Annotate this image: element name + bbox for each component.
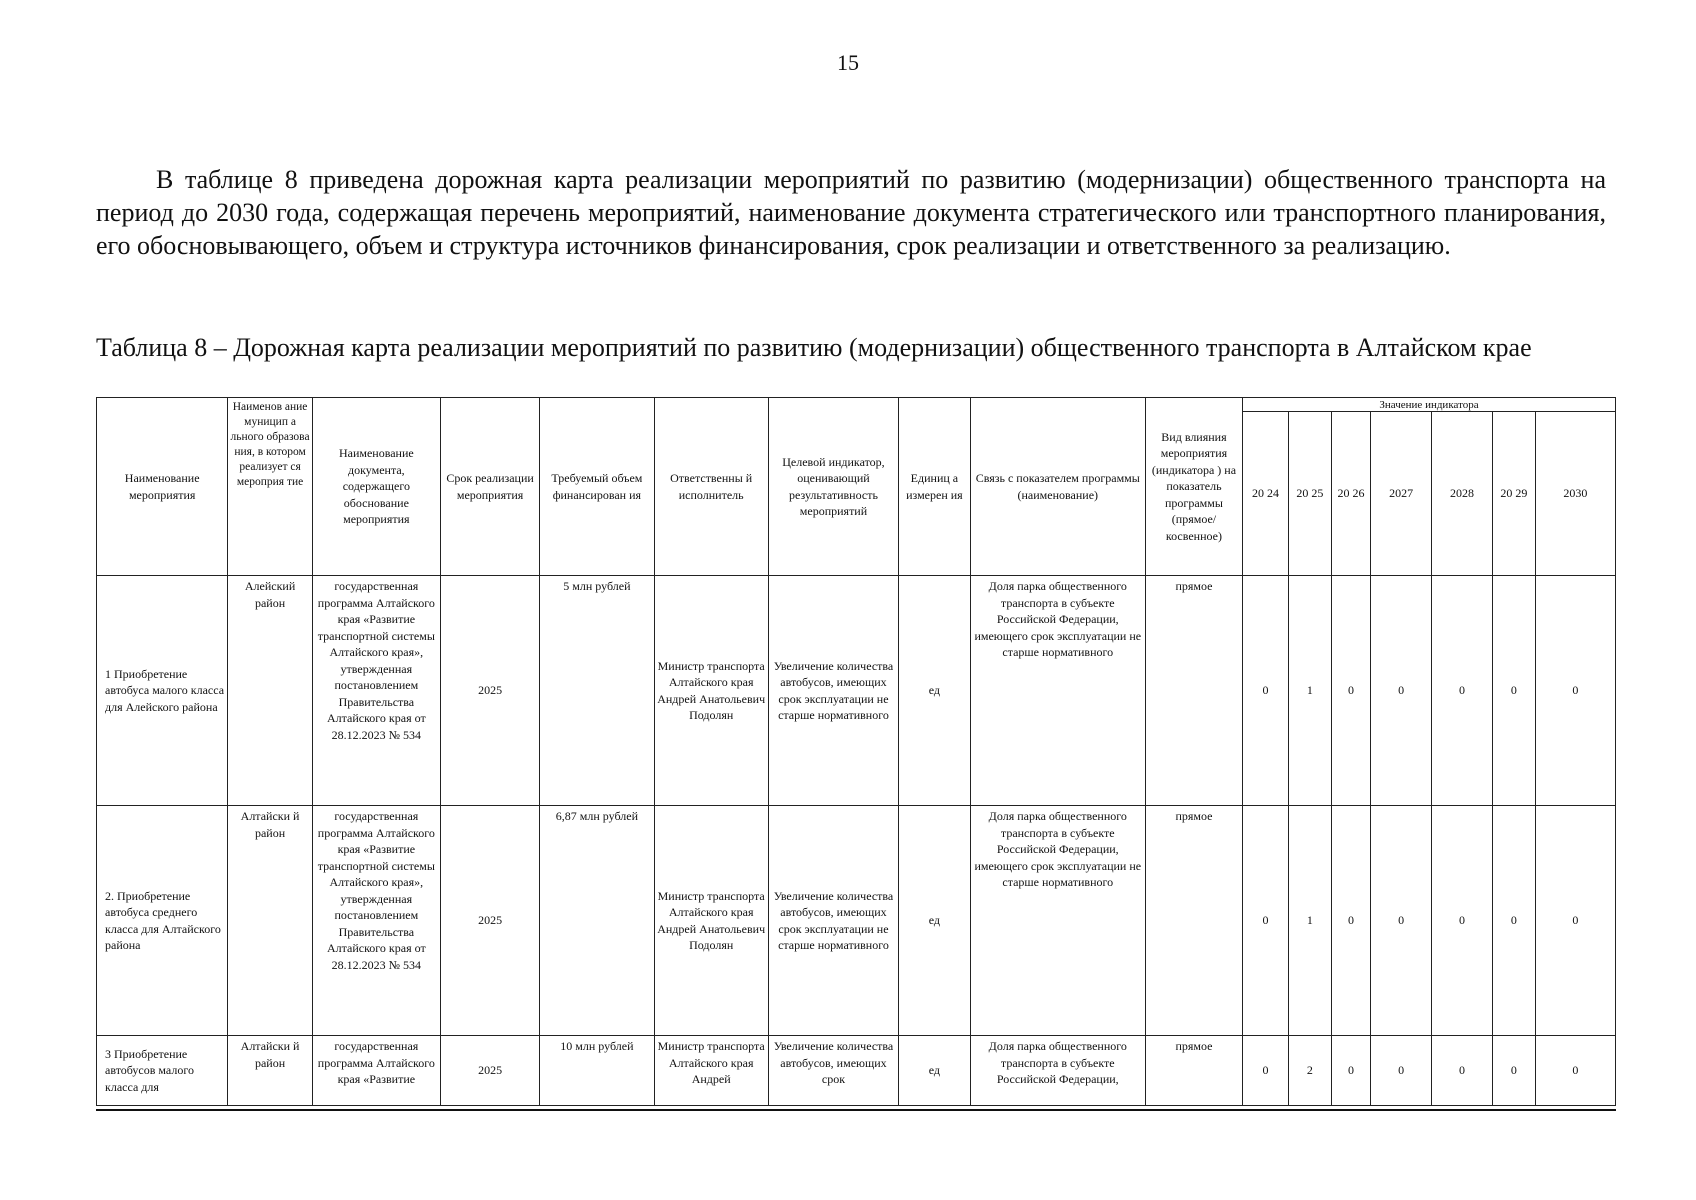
header-municipality: Наименов ание муницип а льного образова ния, в котором реализует ся мероприя тие (228, 398, 312, 576)
value-2029-cell: 0 (1492, 576, 1535, 806)
document-cell: государственная программа Алтайского края «Развитие транспортной системы Алтайского края», утвержденная постановлением Правительства Алтайского края от 28.12.2023 № 534 (312, 576, 440, 806)
header-year-2030: 2030 (1535, 412, 1615, 576)
municipality-cell: Алтайски й район (228, 1036, 312, 1106)
document-cell: государственная программа Алтайского края «Развитие (312, 1036, 440, 1106)
value-2024-cell: 0 (1243, 1036, 1289, 1106)
value-2025-cell: 1 (1288, 806, 1331, 1036)
influence-cell: прямое (1145, 576, 1242, 806)
value-2030-cell: 0 (1535, 806, 1615, 1036)
table-caption: Таблица 8 – Дорожная карта реализации мероприятий по развитию (модернизации) общественного транспорта в Алтайском крае (96, 333, 1532, 362)
header-document: Наименование документа, содержащего обоснование мероприятия (312, 398, 440, 576)
value-2026-cell: 0 (1331, 1036, 1371, 1106)
event-name-cell: 2. Приобретение автобуса среднего класса для Алтайского района (97, 806, 228, 1036)
intro-paragraph: В таблице 8 приведена дорожная карта реализации мероприятий по развитию (модернизации) общественного транспорта на период до 2030 года, содержащая перечень мероприятий, наименование документа стратегического или транспортного планирования, его обосновывающего, объем и структура источников финансирования, срок реализации и ответственного за реализацию. (96, 165, 1606, 260)
value-2027-cell: 0 (1371, 576, 1432, 806)
financing-cell: 10 млн рублей (540, 1036, 654, 1106)
unit-cell: ед (899, 576, 971, 806)
unit-cell: ед (899, 1036, 971, 1106)
table-row (97, 576, 1616, 806)
value-2025-cell: 1 (1288, 576, 1331, 806)
indicator-cell: Увеличение количества автобусов, имеющих срок эксплуатации не старше нормативного (768, 806, 898, 1036)
document-cell: государственная программа Алтайского края «Развитие транспортной системы Алтайского края», утвержденная постановлением Правительства Алтайского края от 28.12.2023 № 534 (312, 806, 440, 1036)
indicator-cell: Увеличение количества автобусов, имеющих срок эксплуатации не старше нормативного (768, 576, 898, 806)
value-2027-cell: 0 (1371, 1036, 1432, 1106)
header-year-2025: 20 25 (1288, 412, 1331, 576)
header-financing: Требуемый объем финансирован ия (540, 398, 654, 576)
value-2025-cell: 2 (1288, 1036, 1331, 1106)
value-2026-cell: 0 (1331, 806, 1371, 1036)
municipality-cell: Алтайски й район (228, 806, 312, 1036)
influence-cell: прямое (1145, 806, 1242, 1036)
financing-cell: 5 млн рублей (540, 576, 654, 806)
term-cell: 2025 (440, 806, 539, 1036)
header-event-name: Наименование мероприятия (97, 398, 228, 576)
executor-cell: Министр транспорта Алтайского края Андрей Анатольевич Подолян (654, 576, 768, 806)
header-program-link: Связь с показателем программы (наименование) (970, 398, 1145, 576)
value-2029-cell: 0 (1492, 806, 1535, 1036)
event-name-cell: 1 Приобретение автобуса малого класса для Алейского района (97, 576, 228, 806)
executor-cell: Министр транспорта Алтайского края Андрей (654, 1036, 768, 1106)
value-2026-cell: 0 (1331, 576, 1371, 806)
value-2029-cell: 0 (1492, 1036, 1535, 1106)
municipality-cell: Алейский район (228, 576, 312, 806)
value-2028-cell: 0 (1432, 1036, 1493, 1106)
event-name-cell: 3 Приобретение автобусов малого класса для (97, 1036, 228, 1106)
header-term: Срок реализации мероприятия (440, 398, 539, 576)
program-link-cell: Доля парка общественного транспорта в субъекте Российской Федерации, (970, 1036, 1145, 1106)
value-2024-cell: 0 (1243, 576, 1289, 806)
header-year-2024: 20 24 (1243, 412, 1289, 576)
value-2028-cell: 0 (1432, 806, 1493, 1036)
value-2028-cell: 0 (1432, 576, 1493, 806)
page-number: 15 (837, 50, 859, 75)
value-2027-cell: 0 (1371, 806, 1432, 1036)
indicator-cell: Увеличение количества автобусов, имеющих срок (768, 1036, 898, 1106)
header-unit: Единиц а измерен ия (899, 398, 971, 576)
header-indicator-value: Значение индикатора (1243, 398, 1616, 412)
program-link-cell: Доля парка общественного транспорта в субъекте Российской Федерации, имеющего срок эксплуатации не старше нормативного (970, 806, 1145, 1036)
term-cell: 2025 (440, 576, 539, 806)
unit-cell: ед (899, 806, 971, 1036)
program-link-cell: Доля парка общественного транспорта в субъекте Российской Федерации, имеющего срок эксплуатации не старше нормативного (970, 576, 1145, 806)
value-2024-cell: 0 (1243, 806, 1289, 1036)
value-2030-cell: 0 (1535, 1036, 1615, 1106)
header-year-2027: 2027 (1371, 412, 1432, 576)
roadmap-table (96, 397, 1616, 1106)
financing-cell: 6,87 млн рублей (540, 806, 654, 1036)
header-executor: Ответственны й исполнитель (654, 398, 768, 576)
header-year-2029: 20 29 (1492, 412, 1535, 576)
influence-cell: прямое (1145, 1036, 1242, 1106)
value-2030-cell: 0 (1535, 576, 1615, 806)
executor-cell: Министр транспорта Алтайского края Андрей Анатольевич Подолян (654, 806, 768, 1036)
header-influence: Вид влияния мероприятия (индикатора ) на показатель программы (прямое/ косвенное) (1145, 398, 1242, 576)
table-row (97, 1036, 1616, 1106)
roadmap-table-container (96, 397, 1616, 1111)
table-row (97, 806, 1616, 1036)
header-year-2026: 20 26 (1331, 412, 1371, 576)
term-cell: 2025 (440, 1036, 539, 1106)
header-indicator: Целевой индикатор, оценивающий результативность мероприятий (768, 398, 898, 576)
header-year-2028: 2028 (1432, 412, 1493, 576)
